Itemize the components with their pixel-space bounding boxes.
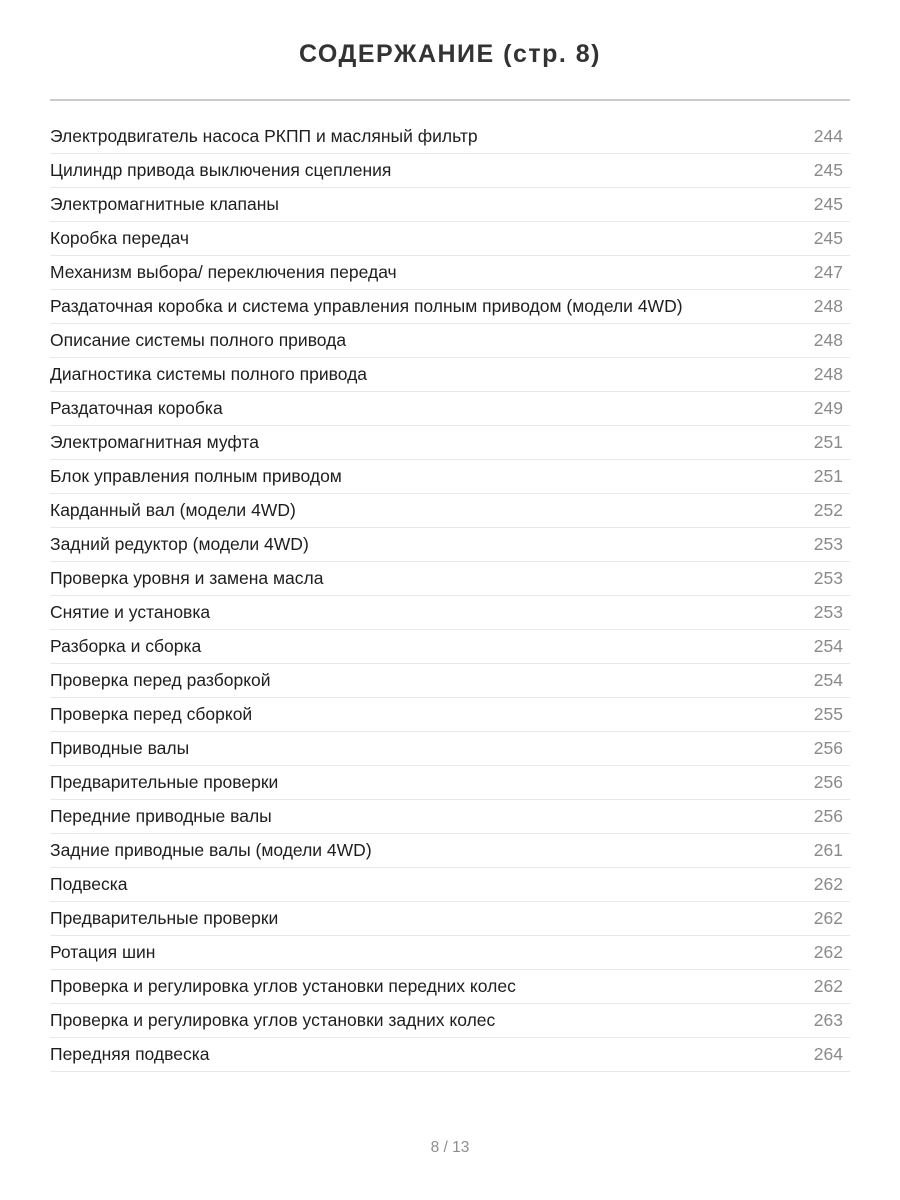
toc-entry-page-number: 248 <box>813 364 843 384</box>
toc-entry-label: Проверка перед сборкой <box>50 704 253 724</box>
toc-entry-label: Проверка уровня и замена масла <box>50 568 324 588</box>
toc-entry[interactable] <box>50 528 850 562</box>
toc-entry-page-number: 262 <box>813 874 843 894</box>
toc-entry-page-number: 262 <box>813 976 843 996</box>
toc-entry-label: Механизм выбора/ переключения передач <box>50 262 397 282</box>
toc-entry[interactable] <box>50 800 850 834</box>
toc-entry-label: Коробка передач <box>50 228 190 248</box>
toc-entry-label: Проверка и регулировка углов установки задних колес <box>50 1010 496 1030</box>
toc-entry[interactable] <box>50 834 850 868</box>
toc-entry-label: Предварительные проверки <box>50 772 279 792</box>
page-title: СОДЕРЖАНИЕ (стр. 8) <box>298 40 602 68</box>
toc-entry[interactable] <box>50 732 850 766</box>
toc-entry[interactable] <box>50 460 850 494</box>
toc-entry-label: Раздаточная коробка и система управления полным приводом (модели 4WD) <box>50 296 683 316</box>
toc-entry-page-number: 244 <box>813 126 843 146</box>
toc-entry[interactable] <box>50 494 850 528</box>
toc-entry-label: Приводные валы <box>50 738 190 758</box>
toc-entry[interactable] <box>50 222 850 256</box>
toc-entry-page-number: 253 <box>813 568 843 588</box>
toc-entry-page-number: 263 <box>813 1010 843 1030</box>
toc-entry-label: Электромагнитные клапаны <box>50 194 279 214</box>
toc-entry-page-number: 253 <box>813 534 843 554</box>
toc-entry-page-number: 247 <box>813 262 843 282</box>
title-divider <box>50 99 850 101</box>
toc-entry-page-number: 264 <box>813 1044 843 1064</box>
toc-entry-page-number: 245 <box>813 228 843 248</box>
toc-entry[interactable] <box>50 766 850 800</box>
toc-entry-page-number: 251 <box>813 466 843 486</box>
toc-entry[interactable] <box>50 256 850 290</box>
toc-entry-label: Цилиндр привода выключения сцепления <box>50 160 392 180</box>
toc-entry-label: Задний редуктор (модели 4WD) <box>50 534 309 554</box>
toc-entry[interactable] <box>50 358 850 392</box>
toc-entry-label: Задние приводные валы (модели 4WD) <box>50 840 372 860</box>
toc-entry-label: Описание системы полного привода <box>50 330 347 350</box>
toc-entry[interactable] <box>50 868 850 902</box>
toc-entry[interactable] <box>50 936 850 970</box>
toc-entry-page-number: 261 <box>813 840 843 860</box>
toc-entry[interactable] <box>50 562 850 596</box>
toc-entry-label: Передние приводные валы <box>50 806 272 826</box>
toc-entry-label: Диагностика системы полного привода <box>50 364 368 384</box>
toc-entry-label: Снятие и установка <box>50 602 211 622</box>
toc-entry-label: Передняя подвеска <box>50 1044 210 1064</box>
toc-entry-page-number: 249 <box>813 398 843 418</box>
toc-entry-page-number: 255 <box>813 704 843 724</box>
toc-entry[interactable] <box>50 698 850 732</box>
toc-entry[interactable] <box>50 970 850 1004</box>
toc-entry-label: Ротация шин <box>50 942 156 962</box>
toc-entry[interactable] <box>50 324 850 358</box>
toc-entry-label: Раздаточная коробка <box>50 398 223 418</box>
toc-entry[interactable] <box>50 596 850 630</box>
toc-entry-label: Подвеска <box>50 874 128 894</box>
toc-entry-page-number: 254 <box>813 636 843 656</box>
toc-entry-page-number: 262 <box>813 942 843 962</box>
toc-entry[interactable] <box>50 426 850 460</box>
toc-entry-label: Электромагнитная муфта <box>50 432 259 452</box>
toc-entry-page-number: 248 <box>813 296 843 316</box>
footer-pager: 8 / 13 <box>430 1139 470 1156</box>
toc-entry-label: Карданный вал (модели 4WD) <box>50 500 296 520</box>
toc-entry-label: Электродвигатель насоса РКПП и масляный фильтр <box>50 126 478 146</box>
toc-entry[interactable] <box>50 290 850 324</box>
toc-entry[interactable] <box>50 630 850 664</box>
toc-entry-page-number: 252 <box>813 500 843 520</box>
toc-entry-page-number: 245 <box>813 160 843 180</box>
toc-entry-label: Проверка перед разборкой <box>50 670 271 690</box>
toc-entry[interactable] <box>50 1004 850 1038</box>
toc-entry-page-number: 248 <box>813 330 843 350</box>
toc-entry-page-number: 256 <box>813 772 843 792</box>
toc-entry-page-number: 256 <box>813 806 843 826</box>
toc-entry[interactable] <box>50 902 850 936</box>
toc-entry-page-number: 251 <box>813 432 843 452</box>
toc-entry-page-number: 253 <box>813 602 843 622</box>
toc-entry-label: Разборка и сборка <box>50 636 202 656</box>
toc-entry-label: Проверка и регулировка углов установки передних колес <box>50 976 516 996</box>
toc-entry-page-number: 245 <box>813 194 843 214</box>
toc-entry[interactable] <box>50 1038 850 1072</box>
toc-entry-page-number: 256 <box>813 738 843 758</box>
toc-entry[interactable] <box>50 392 850 426</box>
toc-entry-page-number: 254 <box>813 670 843 690</box>
toc-entry-label: Блок управления полным приводом <box>50 466 342 486</box>
toc-entry-page-number: 262 <box>813 908 843 928</box>
toc-entry[interactable] <box>50 154 850 188</box>
toc-list <box>50 120 850 1072</box>
toc-entry[interactable] <box>50 664 850 698</box>
toc-entry-label: Предварительные проверки <box>50 908 279 928</box>
toc-entry[interactable] <box>50 120 850 154</box>
toc-entry[interactable] <box>50 188 850 222</box>
